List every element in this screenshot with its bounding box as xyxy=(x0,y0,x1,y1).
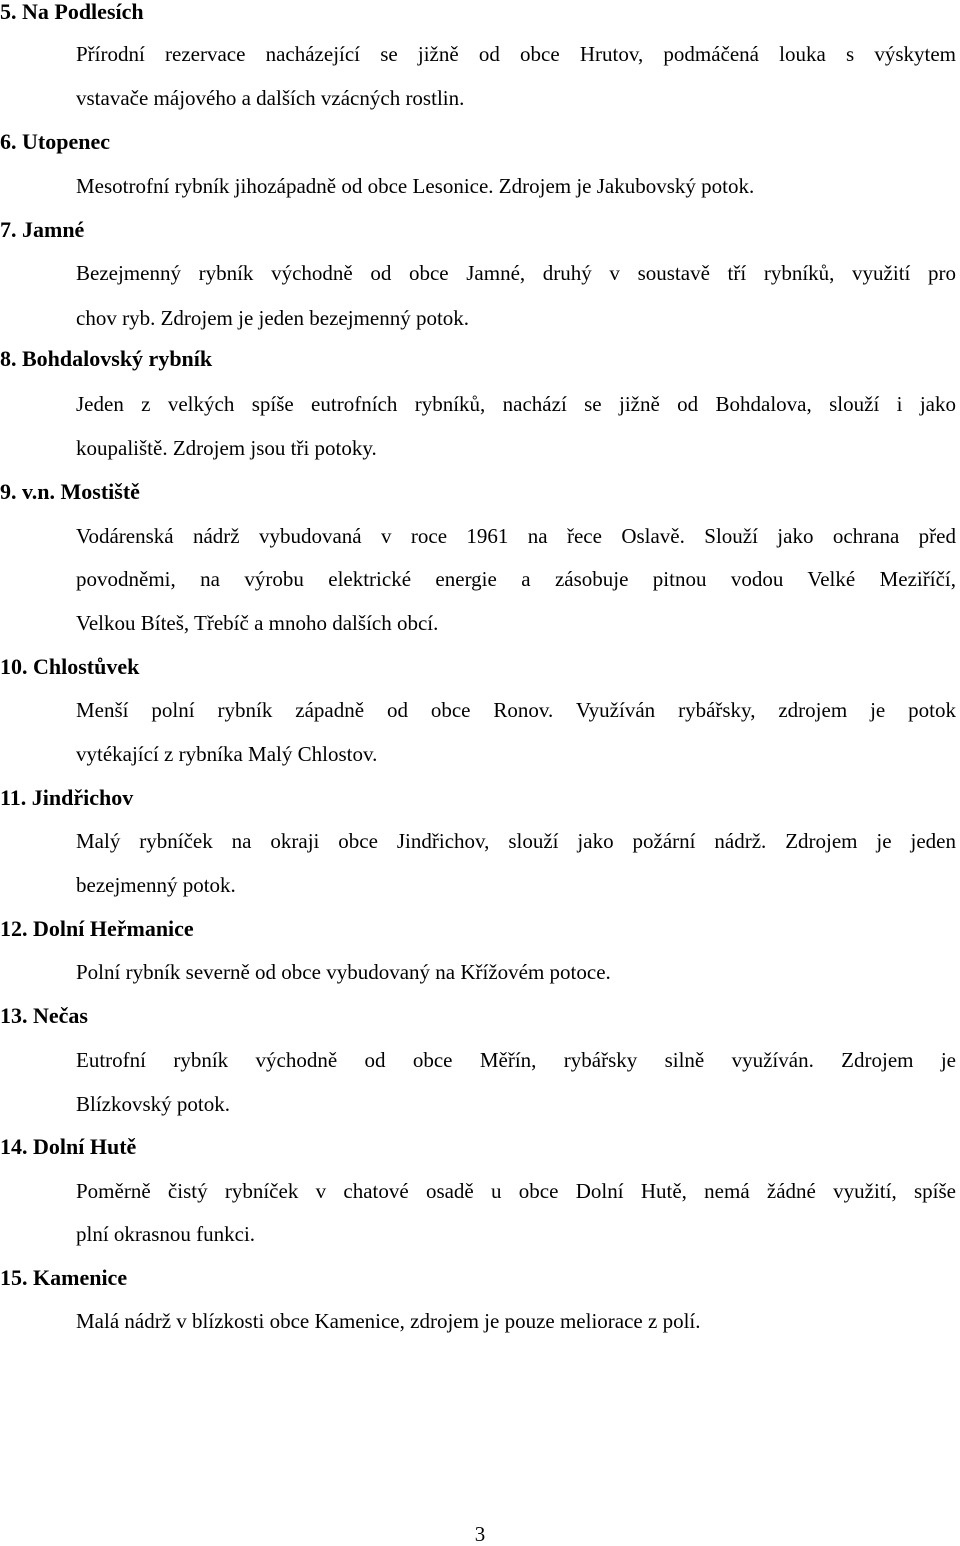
section-text-line: Malá nádrž v blízkosti obce Kamenice, zdrojem je pouze meliorace z polí. xyxy=(76,1309,701,1333)
section-heading: 15. Kamenice xyxy=(0,1265,128,1290)
section-text-line: chov ryb. Zdrojem je jeden bezejmenný potok. xyxy=(76,306,470,330)
section-text-line: Blízkovský potok. xyxy=(76,1092,231,1116)
section-heading: 6. Utopenec xyxy=(0,129,110,154)
section-text-line: vstavače májového a dalších vzácných rostlin. xyxy=(76,86,465,110)
section-text-line: bezejmenný potok. xyxy=(76,873,236,897)
section-heading: 9. v.n. Mostiště xyxy=(0,479,140,504)
section-text-line: Mesotrofní rybník jihozápadně od obce Lesonice. Zdrojem je Jakubovský potok. xyxy=(76,174,755,198)
section-text-line: vytékající z rybníka Malý Chlostov. xyxy=(76,742,378,766)
section-heading: 11. Jindřichov xyxy=(0,785,134,810)
section-heading: 14. Dolní Hutě xyxy=(0,1134,137,1159)
section-text-line: Jeden z velkých spíše eutrofních rybníků, nachází se jižně od Bohdalova, slouží i jako xyxy=(76,392,956,416)
section-text-line: Eutrofní rybník východně od obce Měřín, rybářsky silně využíván. Zdrojem je xyxy=(76,1048,956,1072)
page-number: 3 xyxy=(474,1522,486,1546)
section-heading: 8. Bohdalovský rybník xyxy=(0,346,213,371)
section-text-line: Menší polní rybník západně od obce Ronov. Využíván rybářsky, zdrojem je potok xyxy=(76,698,956,722)
section-text-line: Velkou Bíteš, Třebíč a mnoho dalších obcí. xyxy=(76,611,439,635)
section-text-line: koupaliště. Zdrojem jsou tři potoky. xyxy=(76,436,377,460)
section-heading: 5. Na Podlesích xyxy=(0,0,144,24)
section-heading: 7. Jamné xyxy=(0,217,85,242)
section-heading: 10. Chlostůvek xyxy=(0,654,140,679)
section-heading: 12. Dolní Heřmanice xyxy=(0,916,194,941)
section-text-line: povodněmi, na výrobu elektrické energie a zásobuje pitnou vodou Velké Meziříčí, xyxy=(76,567,956,591)
section-text-line: Přírodní rezervace nacházející se jižně od obce Hrutov, podmáčená louka s výskytem xyxy=(76,42,956,66)
section-text-line: plní okrasnou funkci. xyxy=(76,1222,256,1246)
section-text-line: Bezejmenný rybník východně od obce Jamné, druhý v soustavě tří rybníků, využití pro xyxy=(76,261,956,285)
section-heading: 13. Nečas xyxy=(0,1003,88,1028)
section-text-line: Vodárenská nádrž vybudovaná v roce 1961 na řece Oslavě. Slouží jako ochrana před xyxy=(76,524,956,548)
section-text-line: Poměrně čistý rybníček v chatové osadě u obce Dolní Hutě, nemá žádné využití, spíše xyxy=(76,1179,956,1203)
section-text-line: Malý rybníček na okraji obce Jindřichov, slouží jako požární nádrž. Zdrojem je jeden xyxy=(76,829,956,853)
section-text-line: Polní rybník severně od obce vybudovaný na Křížovém potoce. xyxy=(76,960,611,984)
